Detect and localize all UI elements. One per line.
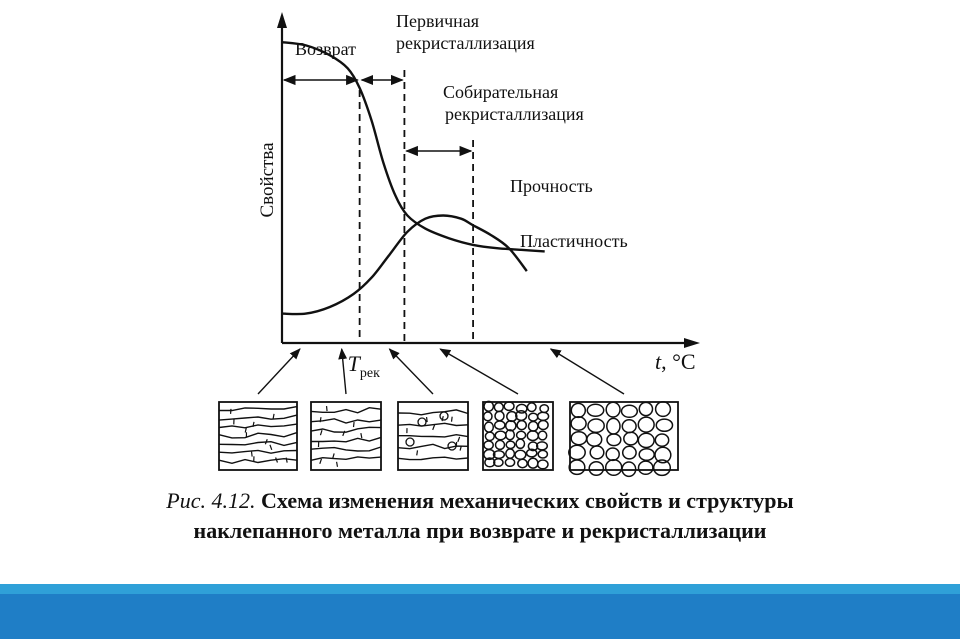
microstructure-panel-4: [483, 401, 553, 470]
microstructure-pointer-5: [551, 349, 624, 394]
caption-line-1: [0, 486, 960, 516]
microstructure-pointer-1: [258, 349, 300, 394]
region-recovery-label: Возврат: [295, 39, 357, 59]
microstructure-pointer-4: [440, 349, 518, 394]
series-strength-label: Прочность: [510, 176, 593, 196]
microstructure-panel-5: [569, 402, 678, 477]
x-axis-arrow: [684, 338, 700, 348]
footer-band-accent: [0, 584, 960, 594]
t-rek-label: [348, 351, 380, 381]
region-collective-label-line1: Собирательная: [443, 82, 559, 102]
region-primary-label-line2: рекристаллизация: [396, 33, 535, 53]
microstructure-pointer-3: [389, 349, 433, 394]
series-plasticity-label: Пластичность: [520, 231, 628, 251]
region-collective-label-line2: рекристаллизация: [445, 104, 584, 124]
microstructure-panel-1: [219, 402, 297, 470]
x-axis-label-unit: , °C: [661, 349, 696, 374]
series-strength-line: [282, 42, 545, 251]
figure-caption: [0, 486, 960, 546]
microstructure-panel-3: [398, 402, 468, 470]
t-rek-symbol: T: [347, 351, 360, 376]
x-axis-label-var: t: [655, 349, 662, 374]
region-primary-label-line1: Первичная: [396, 11, 480, 31]
microstructure-panels: [219, 349, 678, 476]
microstructure-pointer-2: [342, 349, 346, 394]
caption-figure-number: Рис. 4.12.: [166, 488, 256, 513]
caption-text-1: Схема изменения механических свойств и структуры: [260, 488, 794, 513]
y-axis-label: Свойства: [257, 142, 278, 218]
microstructure-panel-2: [311, 402, 381, 470]
y-axis-arrow: [277, 12, 287, 28]
x-axis-label: [655, 349, 696, 374]
t-rek-subscript: рек: [359, 366, 380, 381]
footer-band: [0, 594, 960, 639]
caption-line-2: наклепанного металла при возврате и рекристаллизации: [193, 518, 767, 543]
